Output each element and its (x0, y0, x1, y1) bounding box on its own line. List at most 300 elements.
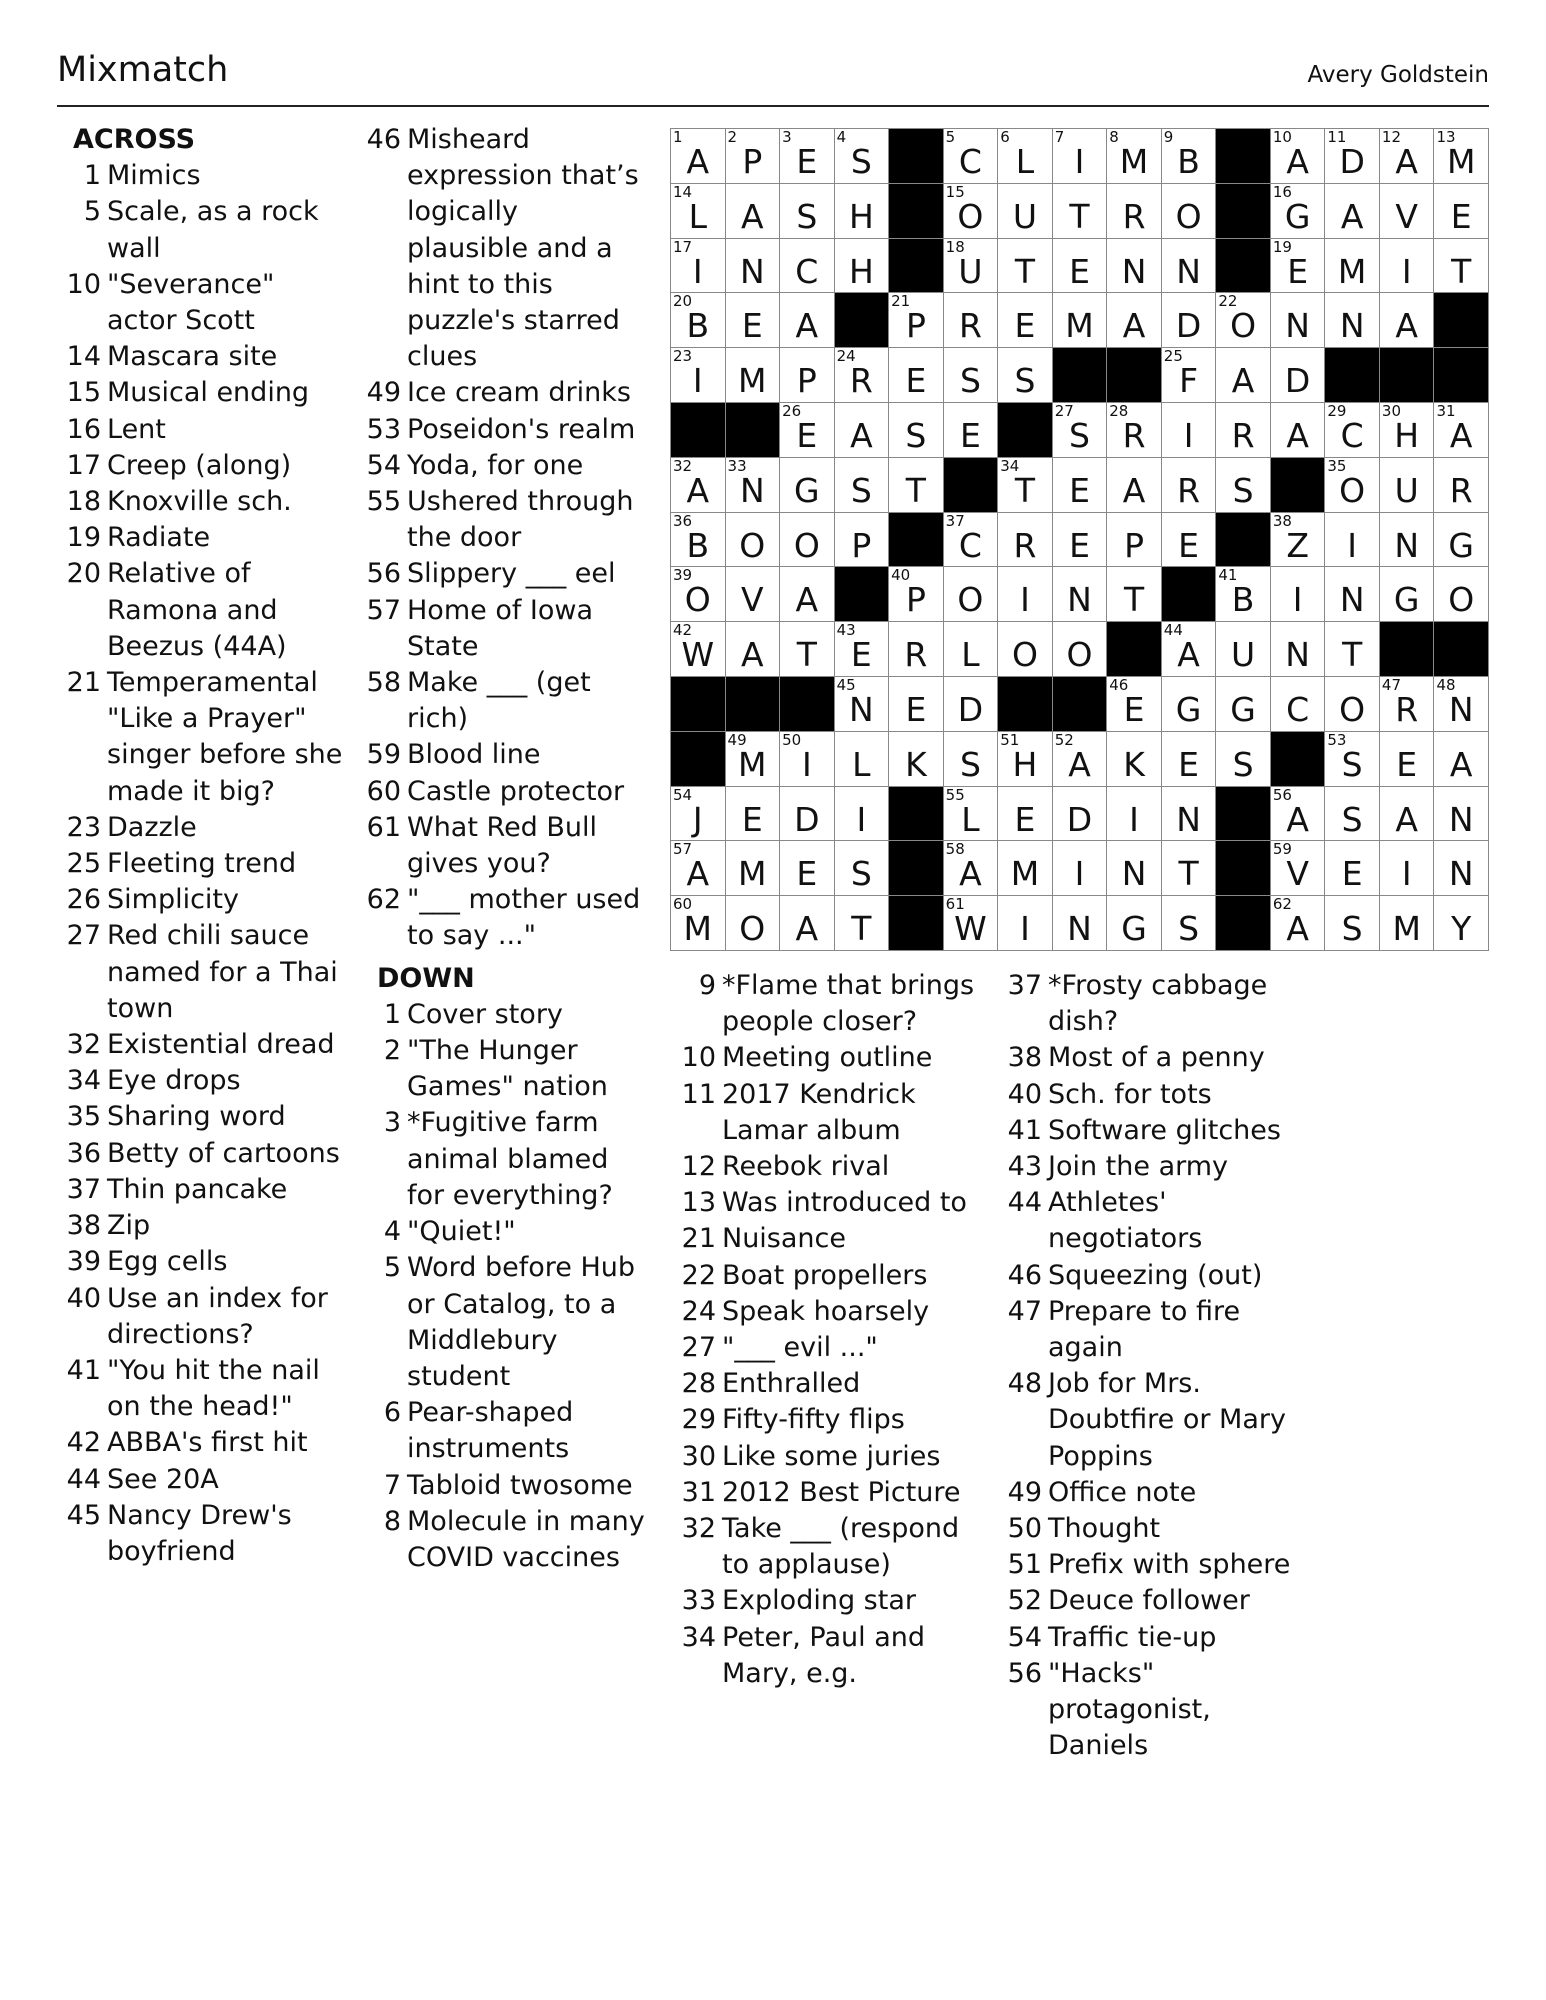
grid-cell[interactable] (944, 567, 999, 622)
grid-cell[interactable] (1271, 622, 1326, 677)
across-clue[interactable] (357, 593, 647, 665)
across-clue[interactable] (57, 484, 347, 520)
clue-text: Prepare to fire again (1048, 1295, 1241, 1364)
down-clue[interactable] (672, 1077, 992, 1149)
down-clue[interactable] (357, 997, 647, 1033)
down-clue[interactable] (672, 1439, 992, 1475)
grid-cell[interactable] (998, 348, 1053, 403)
grid-cell[interactable] (889, 403, 944, 458)
cell-letter: M (1446, 142, 1476, 181)
grid-cell[interactable] (1380, 787, 1435, 842)
grid-cell[interactable] (726, 348, 781, 403)
clue-text: Castle protector (407, 775, 625, 807)
grid-cell[interactable] (1162, 896, 1217, 951)
down-clue[interactable] (357, 1504, 647, 1576)
grid-cell[interactable] (671, 348, 726, 403)
grid-cell[interactable] (1325, 622, 1380, 677)
grid-cell[interactable] (1325, 239, 1380, 294)
grid-cell[interactable] (1053, 184, 1108, 239)
cell-number: 28 (1109, 401, 1129, 420)
grid-cell[interactable] (671, 513, 726, 568)
grid-cell[interactable] (1434, 787, 1489, 842)
down-clue[interactable] (998, 1185, 1318, 1257)
across-clue[interactable] (57, 1172, 347, 1208)
grid-cell[interactable] (1216, 567, 1271, 622)
grid-cell[interactable] (1216, 458, 1271, 513)
grid-cell[interactable] (1434, 403, 1489, 458)
grid-cell[interactable] (1271, 239, 1326, 294)
down-clue[interactable] (672, 1620, 992, 1692)
across-clue[interactable] (57, 339, 347, 375)
grid-cell[interactable] (889, 622, 944, 677)
grid-cell[interactable] (889, 567, 944, 622)
down-clue[interactable] (998, 1294, 1318, 1366)
grid-cell[interactable] (1434, 513, 1489, 568)
cell-letter: H (1012, 744, 1038, 784)
across-clue[interactable] (57, 846, 347, 882)
across-clue[interactable] (57, 520, 347, 556)
grid-cell[interactable] (1325, 293, 1380, 348)
grid-cell[interactable] (1162, 239, 1217, 294)
across-clue[interactable] (357, 448, 647, 484)
grid-cell[interactable] (1053, 458, 1108, 513)
grid-cell[interactable] (1107, 184, 1162, 239)
grid-cell[interactable] (889, 293, 944, 348)
grid-cell[interactable] (998, 458, 1053, 513)
grid-cell[interactable] (1271, 129, 1326, 184)
grid-cell[interactable] (835, 841, 890, 896)
down-clue[interactable] (998, 1113, 1318, 1149)
across-clue[interactable] (57, 1136, 347, 1172)
grid-cell[interactable] (944, 403, 999, 458)
grid-cell[interactable] (998, 293, 1053, 348)
grid-cell[interactable] (835, 348, 890, 403)
grid-cell[interactable] (1162, 403, 1217, 458)
grid-cell[interactable] (998, 896, 1053, 951)
across-clue[interactable] (357, 882, 647, 954)
grid-cell[interactable] (998, 129, 1053, 184)
down-clue[interactable] (672, 1330, 992, 1366)
across-clue[interactable] (57, 375, 347, 411)
cell-letter: T (796, 635, 817, 675)
down-clue[interactable] (672, 1294, 992, 1330)
grid-cell[interactable] (1216, 348, 1271, 403)
grid-cell[interactable] (726, 129, 781, 184)
grid-cell[interactable] (1107, 896, 1162, 951)
grid-cell[interactable] (1325, 184, 1380, 239)
down-clue[interactable] (357, 1468, 647, 1504)
grid-cell[interactable] (1053, 239, 1108, 294)
grid-cell[interactable] (726, 622, 781, 677)
grid-cell[interactable] (889, 732, 944, 787)
down-clue[interactable] (998, 1511, 1318, 1547)
across-clue[interactable] (57, 448, 347, 484)
cell-letter: O (1066, 635, 1093, 675)
grid-cell[interactable] (671, 239, 726, 294)
grid-cell[interactable] (1325, 677, 1380, 732)
grid-cell[interactable] (835, 129, 890, 184)
across-clue[interactable] (57, 412, 347, 448)
grid-cell[interactable] (1053, 787, 1108, 842)
across-clue[interactable] (357, 484, 647, 556)
grid-cell[interactable] (1107, 567, 1162, 622)
grid-cell[interactable] (1053, 293, 1108, 348)
cell-letter: H (848, 196, 874, 236)
down-clue[interactable] (357, 1105, 647, 1214)
across-clue[interactable] (357, 737, 647, 773)
grid-cell[interactable] (1434, 841, 1489, 896)
grid-cell[interactable] (1434, 129, 1489, 184)
black-square (1107, 622, 1162, 677)
grid-cell[interactable] (1271, 348, 1326, 403)
grid-cell[interactable] (1216, 622, 1271, 677)
across-clue[interactable] (57, 1244, 347, 1280)
grid-cell[interactable] (998, 239, 1053, 294)
grid-cell[interactable] (944, 841, 999, 896)
grid-cell[interactable] (1271, 567, 1326, 622)
down-clue[interactable] (998, 1366, 1318, 1475)
grid-cell[interactable] (1162, 787, 1217, 842)
grid-cell[interactable] (1053, 403, 1108, 458)
cell-letter: C (1286, 689, 1310, 729)
grid-cell[interactable] (780, 348, 835, 403)
grid-cell[interactable] (1162, 841, 1217, 896)
grid-cell[interactable] (1325, 732, 1380, 787)
grid-cell[interactable] (1107, 458, 1162, 513)
grid-cell[interactable] (780, 458, 835, 513)
grid-cell[interactable] (1271, 403, 1326, 458)
grid-cell[interactable] (835, 622, 890, 677)
grid-cell[interactable] (1053, 129, 1108, 184)
down-clue[interactable] (672, 1402, 992, 1438)
across-clue[interactable] (57, 1027, 347, 1063)
grid-cell[interactable] (1053, 896, 1108, 951)
grid-cell[interactable] (1053, 513, 1108, 568)
down-clue[interactable] (357, 1395, 647, 1467)
down-clue[interactable] (672, 1221, 992, 1257)
grid-cell[interactable] (1162, 184, 1217, 239)
cell-letter: A (1286, 142, 1309, 181)
across-clue[interactable] (357, 375, 647, 411)
grid-cell[interactable] (1107, 129, 1162, 184)
grid-cell[interactable] (835, 239, 890, 294)
across-clue[interactable] (57, 556, 347, 665)
grid-cell[interactable] (726, 293, 781, 348)
grid-cell[interactable] (1162, 348, 1217, 403)
grid-cell[interactable] (835, 403, 890, 458)
cell-letter: D (957, 689, 984, 729)
across-clue[interactable] (357, 810, 647, 882)
across-clue[interactable] (57, 158, 347, 194)
down-clue[interactable] (672, 1583, 992, 1619)
grid-cell[interactable] (1380, 293, 1435, 348)
grid-cell[interactable] (780, 239, 835, 294)
grid-cell[interactable] (1434, 896, 1489, 951)
grid-cell[interactable] (1380, 896, 1435, 951)
grid-cell[interactable] (780, 787, 835, 842)
grid-cell[interactable] (944, 239, 999, 294)
down-clue[interactable] (998, 1077, 1318, 1113)
grid-cell[interactable] (889, 677, 944, 732)
clue-text: *Flame that brings people closer? (722, 970, 975, 1038)
down-clue[interactable] (998, 1583, 1318, 1619)
grid-cell[interactable] (1107, 293, 1162, 348)
grid-cell[interactable] (780, 567, 835, 622)
grid-cell[interactable] (726, 239, 781, 294)
grid-cell[interactable] (1434, 732, 1489, 787)
cell-letter: S (1341, 799, 1363, 839)
grid-cell[interactable] (780, 622, 835, 677)
cell-number: 37 (945, 511, 965, 530)
grid-cell[interactable] (998, 513, 1053, 568)
across-clue[interactable] (57, 1099, 347, 1135)
cell-letter: L (1015, 142, 1035, 181)
grid-cell[interactable] (1107, 841, 1162, 896)
grid-cell[interactable] (1216, 677, 1271, 732)
clue-text: Ice cream drinks (407, 377, 631, 409)
grid-cell[interactable] (1053, 841, 1108, 896)
grid-cell[interactable] (1325, 896, 1380, 951)
grid-cell[interactable] (944, 129, 999, 184)
grid-cell[interactable] (1162, 458, 1217, 513)
across-clue[interactable] (57, 1425, 347, 1461)
grid-cell[interactable] (1434, 239, 1489, 294)
grid-cell[interactable] (1162, 677, 1217, 732)
grid-cell[interactable] (726, 513, 781, 568)
grid-cell[interactable] (726, 458, 781, 513)
grid-cell[interactable] (726, 787, 781, 842)
down-clue[interactable] (672, 1185, 992, 1221)
across-clue[interactable] (357, 556, 647, 592)
grid-cell[interactable] (1380, 403, 1435, 458)
grid-cell[interactable] (726, 732, 781, 787)
grid-cell[interactable] (1380, 732, 1435, 787)
grid-cell[interactable] (835, 677, 890, 732)
cell-number: 4 (836, 128, 847, 146)
grid-cell[interactable] (671, 184, 726, 239)
grid-cell[interactable] (1216, 403, 1271, 458)
grid-cell[interactable] (671, 622, 726, 677)
across-clue[interactable] (57, 1462, 347, 1498)
cell-number: 58 (945, 840, 965, 859)
grid-cell[interactable] (726, 184, 781, 239)
cell-letter: E (959, 415, 981, 455)
grid-cell[interactable] (1325, 567, 1380, 622)
cell-number: 42 (673, 621, 693, 640)
across-clue[interactable] (57, 194, 347, 266)
grid-cell[interactable] (1107, 403, 1162, 458)
grid-cell[interactable] (1162, 622, 1217, 677)
grid-cell[interactable] (671, 458, 726, 513)
grid-cell[interactable] (1162, 293, 1217, 348)
grid-cell[interactable] (889, 458, 944, 513)
grid-cell[interactable] (1107, 732, 1162, 787)
grid-cell[interactable] (1271, 677, 1326, 732)
grid-cell[interactable] (1107, 677, 1162, 732)
down-clue[interactable] (998, 968, 1318, 1040)
grid-cell[interactable] (671, 787, 726, 842)
grid-cell[interactable] (780, 293, 835, 348)
grid-cell[interactable] (1380, 184, 1435, 239)
grid-cell[interactable] (1107, 239, 1162, 294)
grid-cell[interactable] (671, 841, 726, 896)
across-clue[interactable] (357, 412, 647, 448)
grid-cell[interactable] (1325, 841, 1380, 896)
grid-cell[interactable] (780, 841, 835, 896)
grid-cell[interactable] (1434, 567, 1489, 622)
clue-text: Molecule in many COVID vaccines (407, 1505, 645, 1573)
grid-cell[interactable] (835, 458, 890, 513)
down-clue[interactable] (672, 1040, 992, 1076)
grid-cell[interactable] (671, 896, 726, 951)
grid-cell[interactable] (1380, 458, 1435, 513)
down-clue[interactable] (672, 1366, 992, 1402)
clue-text: Home of Iowa State (407, 594, 594, 662)
grid-cell[interactable] (1107, 513, 1162, 568)
grid-cell[interactable] (1325, 458, 1380, 513)
grid-cell[interactable] (1325, 129, 1380, 184)
down-clue[interactable] (998, 1258, 1318, 1294)
across-clue[interactable] (357, 774, 647, 810)
cell-letter: M (1392, 909, 1421, 949)
grid-cell[interactable] (780, 732, 835, 787)
down-clue[interactable] (357, 1250, 647, 1395)
grid-cell[interactable] (998, 787, 1053, 842)
grid-cell[interactable] (835, 787, 890, 842)
grid-cell[interactable] (1216, 732, 1271, 787)
grid-cell[interactable] (726, 841, 781, 896)
grid-cell[interactable] (726, 896, 781, 951)
grid-cell[interactable] (780, 896, 835, 951)
grid-cell[interactable] (1380, 841, 1435, 896)
clue-number: 30 (681, 1440, 716, 1472)
grid-cell[interactable] (944, 787, 999, 842)
down-clue[interactable] (998, 1547, 1318, 1583)
down-clue[interactable] (998, 1620, 1318, 1656)
grid-cell[interactable] (671, 293, 726, 348)
grid-cell[interactable] (1380, 239, 1435, 294)
grid-cell[interactable] (1380, 677, 1435, 732)
down-clue[interactable] (998, 1040, 1318, 1076)
down-clue[interactable] (672, 1511, 992, 1583)
grid-cell[interactable] (1271, 841, 1326, 896)
grid-cell[interactable] (1434, 458, 1489, 513)
grid-cell[interactable] (1325, 787, 1380, 842)
grid-cell[interactable] (1162, 129, 1217, 184)
grid-cell[interactable] (1053, 567, 1108, 622)
grid-cell[interactable] (998, 567, 1053, 622)
across-clue[interactable] (57, 665, 347, 810)
down-clue[interactable] (998, 1475, 1318, 1511)
clue-text: Tabloid twosome (407, 1469, 633, 1501)
grid-cell[interactable] (944, 348, 999, 403)
grid-cell[interactable] (780, 184, 835, 239)
grid-cell[interactable] (1053, 622, 1108, 677)
down-clue[interactable] (672, 1258, 992, 1294)
across-clue[interactable] (57, 1063, 347, 1099)
grid-cell[interactable] (835, 184, 890, 239)
grid-cell[interactable] (1107, 787, 1162, 842)
grid-cell[interactable] (1380, 513, 1435, 568)
grid-cell[interactable] (780, 129, 835, 184)
grid-cell[interactable] (1053, 732, 1108, 787)
grid-cell[interactable] (1271, 513, 1326, 568)
grid-cell[interactable] (944, 622, 999, 677)
cell-letter: A (1395, 306, 1418, 346)
across-clue[interactable] (57, 1208, 347, 1244)
across-clue[interactable] (57, 267, 347, 339)
cell-letter: N (1285, 306, 1310, 346)
grid-cell[interactable] (1271, 787, 1326, 842)
across-clue[interactable] (57, 918, 347, 1027)
grid-cell[interactable] (835, 513, 890, 568)
grid-cell[interactable] (944, 184, 999, 239)
across-clue[interactable] (57, 882, 347, 918)
cell-letter: C (1340, 415, 1364, 455)
black-square (780, 677, 835, 732)
grid-cell[interactable] (1325, 403, 1380, 458)
down-clue[interactable] (998, 1149, 1318, 1185)
cell-letter: N (1176, 799, 1201, 839)
down-clue[interactable] (672, 1475, 992, 1511)
grid-cell[interactable] (1434, 677, 1489, 732)
cell-number: 21 (891, 292, 911, 311)
grid-cell[interactable] (671, 129, 726, 184)
grid-cell[interactable] (1162, 732, 1217, 787)
grid-cell[interactable] (780, 513, 835, 568)
across-clue[interactable] (57, 810, 347, 846)
grid-cell[interactable] (1216, 293, 1271, 348)
grid-cell[interactable] (998, 622, 1053, 677)
grid-cell[interactable] (998, 841, 1053, 896)
across-clue[interactable] (57, 1281, 347, 1353)
across-clue[interactable] (357, 665, 647, 737)
down-clue[interactable] (672, 1149, 992, 1185)
down-clue[interactable] (672, 968, 992, 1040)
grid-cell[interactable] (1434, 184, 1489, 239)
grid-cell[interactable] (944, 513, 999, 568)
grid-cell[interactable] (835, 732, 890, 787)
across-clue[interactable] (57, 1498, 347, 1570)
down-clue[interactable] (357, 1214, 647, 1250)
grid-cell[interactable] (1380, 567, 1435, 622)
grid-cell[interactable] (835, 896, 890, 951)
grid-cell[interactable] (889, 348, 944, 403)
grid-cell[interactable] (944, 293, 999, 348)
grid-cell[interactable] (1271, 184, 1326, 239)
grid-cell[interactable] (998, 732, 1053, 787)
grid-cell[interactable] (1162, 513, 1217, 568)
grid-cell[interactable] (1271, 896, 1326, 951)
down-clue[interactable] (998, 1656, 1318, 1765)
grid-cell[interactable] (1380, 129, 1435, 184)
cell-letter: Y (1451, 909, 1472, 949)
black-square (1216, 513, 1271, 568)
across-clue[interactable] (357, 122, 647, 375)
grid-cell[interactable] (726, 567, 781, 622)
grid-cell[interactable] (1325, 513, 1380, 568)
grid-cell[interactable] (671, 567, 726, 622)
down-clue[interactable] (357, 1033, 647, 1105)
grid-cell[interactable] (998, 184, 1053, 239)
grid-cell[interactable] (944, 677, 999, 732)
grid-cell[interactable] (944, 732, 999, 787)
grid-cell[interactable] (944, 896, 999, 951)
grid-cell[interactable] (1271, 293, 1326, 348)
across-clue[interactable] (57, 1353, 347, 1425)
grid-cell[interactable] (780, 403, 835, 458)
cell-letter: L (961, 799, 980, 839)
